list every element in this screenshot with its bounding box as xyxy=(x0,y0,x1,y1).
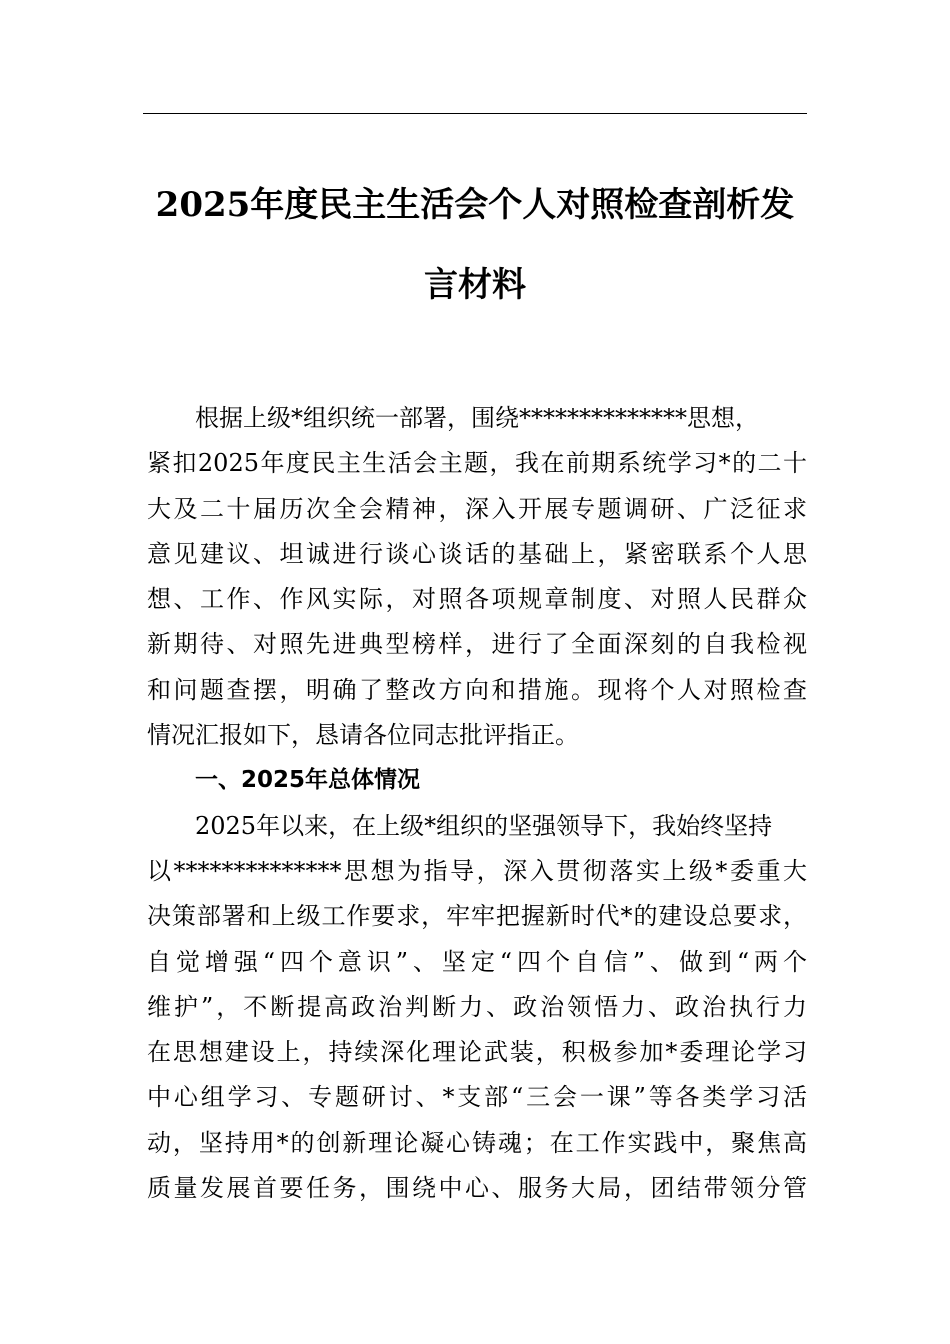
section-paragraph-line: 中心组学习、专题研讨、*支部“三会一课”等各类学习活 xyxy=(147,1083,807,1112)
section-heading: 一、2025年总体情况 xyxy=(195,767,421,794)
intro-paragraph-line: 情况汇报如下，恳请各位同志批评指正。 xyxy=(147,721,579,750)
section-paragraph-line: 在思想建设上，持续深化理论武装，积极参加*委理论学习 xyxy=(147,1038,807,1067)
intro-paragraph-line: 根据上级*组织统一部署，围绕**************思想， xyxy=(195,404,759,432)
section-paragraph-line: 以**************思想为指导，深入贯彻落实上级*委重大 xyxy=(147,856,807,885)
intro-paragraph-line: 紧扣2025年度民主生活会主题，我在前期系统学习*的二十 xyxy=(147,449,807,478)
header-rule xyxy=(143,113,807,114)
intro-paragraph-line: 想、工作、作风实际，对照各项规章制度、对照人民群众 xyxy=(147,585,807,614)
section-paragraph-line: 2025年以来，在上级*组织的坚强领导下，我始终坚持 xyxy=(195,811,773,840)
section-paragraph-line: 自觉增强“四个意识”、坚定“四个自信”、做到“两个 xyxy=(147,947,807,976)
section-paragraph-line: 动，坚持用*的创新理论凝心铸魂；在工作实践中，聚焦高 xyxy=(147,1128,807,1157)
section-paragraph-line: 维护”，不断提高政治判断力、政治领悟力、政治执行力 xyxy=(147,992,807,1021)
intro-paragraph-line: 大及二十届历次全会精神，深入开展专题调研、广泛征求 xyxy=(147,494,807,523)
title-line: 2025年度民主生活会个人对照检查剖析发 xyxy=(155,185,795,225)
intro-paragraph-line: 意见建议、坦诚进行谈心谈话的基础上，紧密联系个人思 xyxy=(147,539,807,568)
document-body xyxy=(147,396,807,1211)
intro-paragraph-line: 新期待、对照先进典型榜样，进行了全面深刻的自我检视 xyxy=(147,630,807,659)
section-paragraph-line: 决策部署和上级工作要求，牢牢把握新时代*的建设总要求， xyxy=(147,902,807,931)
document-title xyxy=(143,165,807,325)
section-paragraph-line: 质量发展首要任务，围绕中心、服务大局，团结带领分管 xyxy=(147,1174,807,1203)
intro-paragraph-line: 和问题查摆，明确了整改方向和措施。现将个人对照检查 xyxy=(147,675,807,704)
title-line: 言材料 xyxy=(424,265,526,305)
